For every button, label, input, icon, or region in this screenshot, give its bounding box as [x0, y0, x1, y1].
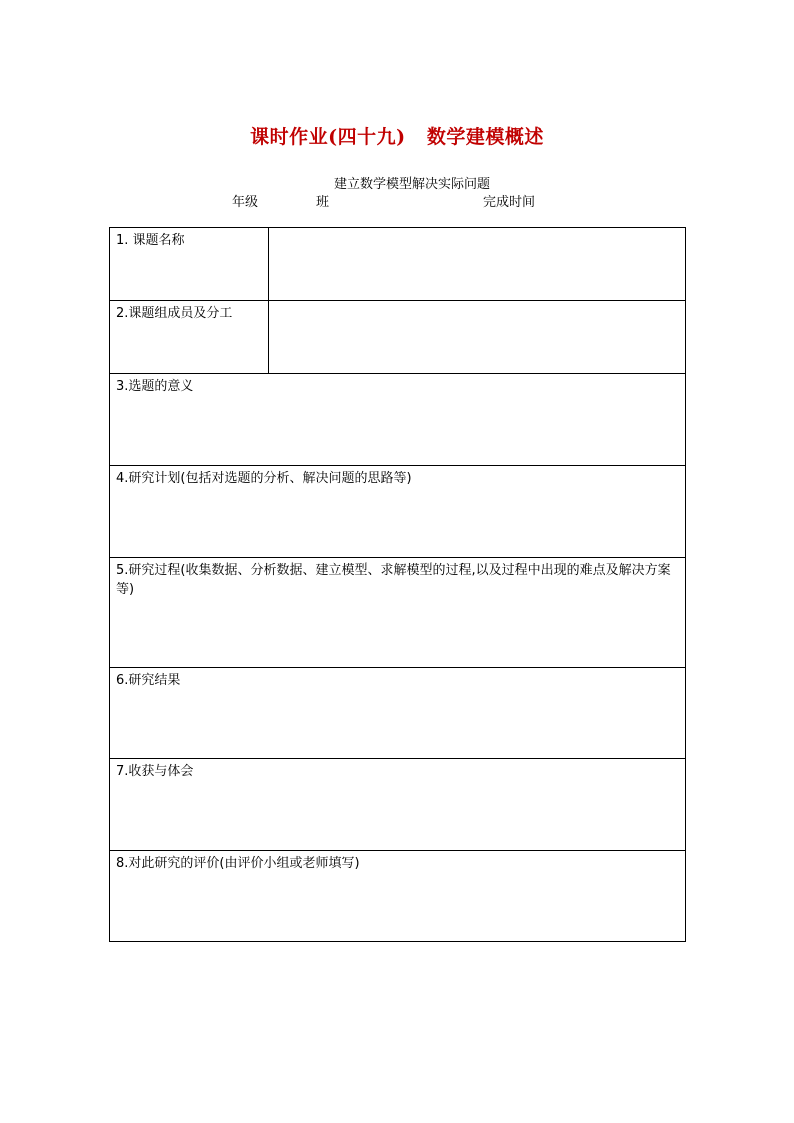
form-row-topic-name [110, 228, 686, 301]
form-row-team-members [110, 301, 686, 374]
evaluation-label: 8.对此研究的评价(由评价小组或老师填写) [116, 856, 360, 871]
topic-name-field[interactable] [269, 228, 686, 301]
form-row-research-plan[interactable] [110, 466, 686, 558]
team-members-field[interactable] [269, 301, 686, 374]
takeaways-label: 7.收获与体会 [116, 764, 194, 779]
page-title: 课时作业(四十九) 数学建模概述 [250, 126, 544, 148]
topic-name-label: 1. 课题名称 [110, 228, 269, 301]
form-row-research-process[interactable] [110, 558, 686, 668]
research-plan-label: 4.研究计划(包括对选题的分析、解决问题的思路等) [116, 471, 412, 486]
form-row-evaluation[interactable] [110, 851, 686, 942]
significance-cell[interactable] [110, 374, 686, 466]
page-subtitle: 建立数学模型解决实际问题 [333, 177, 490, 192]
team-members-label: 2.课题组成员及分工 [110, 301, 269, 374]
form-row-takeaways[interactable] [110, 759, 686, 851]
grade-label: 年级 [232, 195, 259, 210]
form-row-research-results[interactable] [110, 668, 686, 759]
form-row-significance[interactable] [110, 374, 686, 466]
research-process-cell[interactable] [110, 558, 686, 668]
takeaways-cell[interactable] [110, 759, 686, 851]
significance-label: 3.选题的意义 [116, 379, 194, 394]
project-report-form [109, 227, 686, 942]
class-label: 班 [316, 195, 330, 210]
finish-time-label: 完成时间 [483, 195, 536, 210]
research-results-cell[interactable] [110, 668, 686, 759]
research-plan-cell[interactable] [110, 466, 686, 558]
research-process-label: 5.研究过程(收集数据、分析数据、建立模型、求解模型的过程,以及过程中出现的难点及解决方案等) [116, 563, 671, 597]
evaluation-cell[interactable] [110, 851, 686, 942]
student-info-row [0, 191, 794, 209]
research-results-label: 6.研究结果 [116, 673, 181, 688]
